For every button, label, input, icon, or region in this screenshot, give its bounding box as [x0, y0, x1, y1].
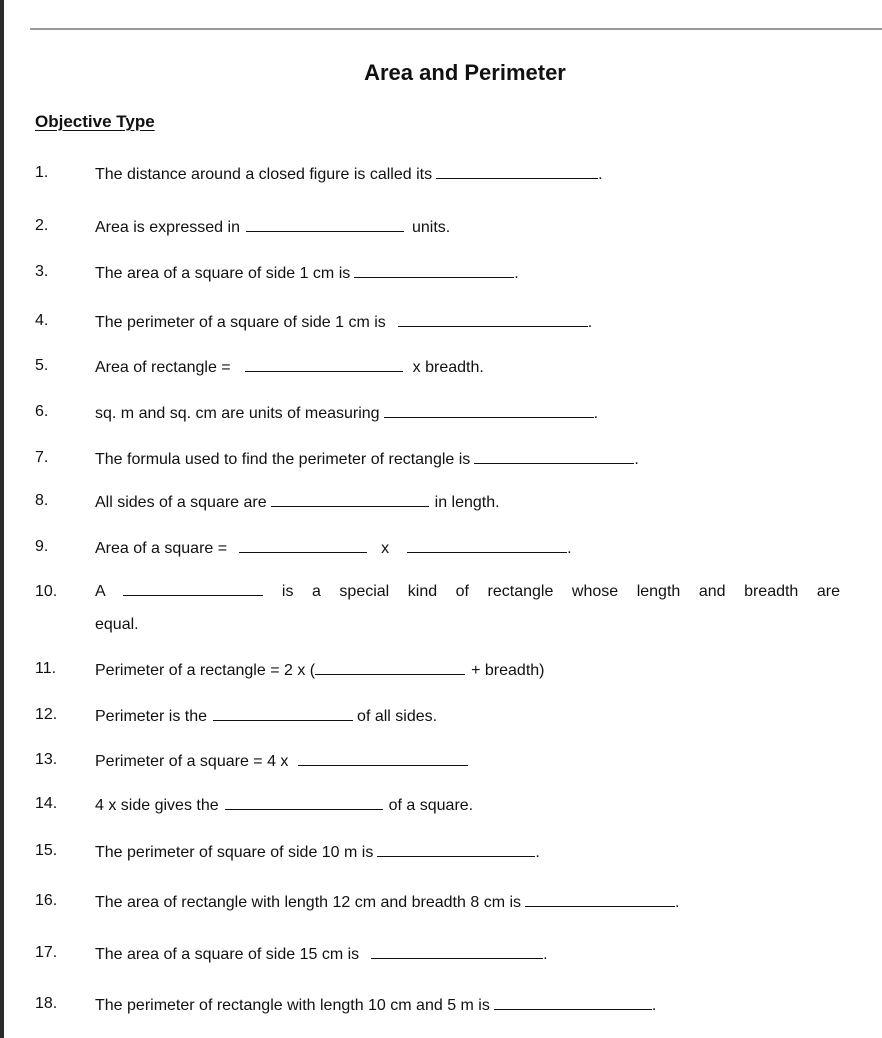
- question-text: x: [381, 540, 390, 557]
- answer-blank[interactable]: [225, 794, 383, 810]
- question-text: All sides of a square are: [95, 494, 267, 511]
- question-number: 3.: [35, 263, 49, 280]
- question-text: The area of a square of side 1 cm is: [95, 265, 351, 282]
- question-text: .: [587, 314, 593, 331]
- question-number: 13.: [35, 751, 58, 768]
- answer-blank[interactable]: [246, 216, 404, 232]
- question-number: 4.: [35, 312, 49, 329]
- question-text: .: [634, 451, 639, 468]
- question-number: 2.: [35, 217, 49, 234]
- page-title: Area and Perimeter: [364, 60, 566, 85]
- answer-blank[interactable]: [123, 580, 263, 596]
- question-text: sq. m and sq. cm are units of measuring: [95, 405, 380, 422]
- question-text: Perimeter of a rectangle = 2 x (: [95, 662, 316, 679]
- answer-blank[interactable]: [384, 402, 594, 418]
- answer-blank[interactable]: [525, 891, 675, 907]
- question-text: The perimeter of a square of side 1 cm is: [95, 314, 386, 331]
- answer-blank[interactable]: [315, 659, 465, 675]
- answer-blank[interactable]: [371, 943, 543, 959]
- question-text: in length.: [434, 494, 500, 511]
- question-text: The formula used to find the perimeter of rectangle is: [95, 451, 471, 468]
- question-text: 4 x side gives the: [95, 797, 219, 814]
- question-text: .: [593, 405, 599, 422]
- section-heading: Objective Type: [35, 112, 155, 131]
- answer-blank[interactable]: [436, 163, 598, 179]
- question-number: 10.: [35, 583, 58, 600]
- question-text: is a special kind of rectangle whose length and breadth are: [281, 583, 840, 600]
- question-number: 16.: [35, 892, 58, 909]
- question-number: 15.: [35, 842, 58, 859]
- question-text: The distance around a closed figure is called its: [95, 166, 433, 183]
- question-number: 11.: [35, 660, 57, 677]
- question-number: 5.: [35, 357, 49, 374]
- question-number: 9.: [35, 538, 49, 555]
- question-text: .: [651, 997, 657, 1014]
- answer-blank[interactable]: [474, 448, 634, 464]
- answer-blank[interactable]: [377, 841, 535, 857]
- question-text: units.: [411, 219, 451, 236]
- question-text: .: [514, 265, 519, 282]
- question-number: 17.: [35, 944, 58, 961]
- question-text: Perimeter of a square = 4 x: [95, 753, 289, 770]
- question-number: 14.: [35, 795, 58, 812]
- answer-blank[interactable]: [298, 750, 468, 766]
- question-text: of all sides.: [357, 708, 438, 725]
- question-text: .: [535, 844, 540, 861]
- question-text: Area is expressed in: [95, 219, 240, 236]
- question-text: A: [95, 583, 105, 600]
- question-text: The area of rectangle with length 12 cm and breadth 8 cm is: [95, 894, 522, 911]
- question-number: 12.: [35, 706, 58, 723]
- question-text: .: [543, 946, 548, 963]
- question-number: 6.: [35, 403, 49, 420]
- answer-blank[interactable]: [407, 537, 567, 553]
- question-text: The perimeter of rectangle with length 10 cm and 5 m is: [95, 997, 490, 1014]
- question-text: The area of a square of side 15 cm is: [95, 946, 360, 963]
- answer-blank[interactable]: [245, 356, 403, 372]
- question-text: Perimeter is the: [95, 708, 208, 725]
- question-text: .: [567, 540, 572, 557]
- question-number: 18.: [35, 995, 58, 1012]
- question-text: + breadth): [471, 662, 545, 679]
- top-rule: [30, 28, 882, 30]
- left-border-line: [0, 0, 4, 1038]
- answer-blank[interactable]: [494, 994, 652, 1010]
- question-number: 8.: [35, 492, 49, 509]
- answer-blank[interactable]: [213, 705, 353, 721]
- answer-blank[interactable]: [239, 537, 367, 553]
- answer-blank[interactable]: [354, 262, 514, 278]
- question-text: equal.: [95, 616, 139, 633]
- answer-blank[interactable]: [398, 311, 588, 327]
- question-text: Area of rectangle =: [95, 359, 231, 376]
- question-text: .: [675, 894, 680, 911]
- question-text: of a square.: [388, 797, 474, 814]
- answer-blank[interactable]: [271, 491, 429, 507]
- question-text: .: [598, 166, 603, 183]
- question-text: x breadth.: [412, 359, 484, 376]
- question-number: 1.: [35, 164, 49, 181]
- question-text: Area of a square =: [95, 540, 228, 557]
- question-text: The perimeter of square of side 10 m is: [95, 844, 374, 861]
- question-number: 7.: [35, 449, 49, 466]
